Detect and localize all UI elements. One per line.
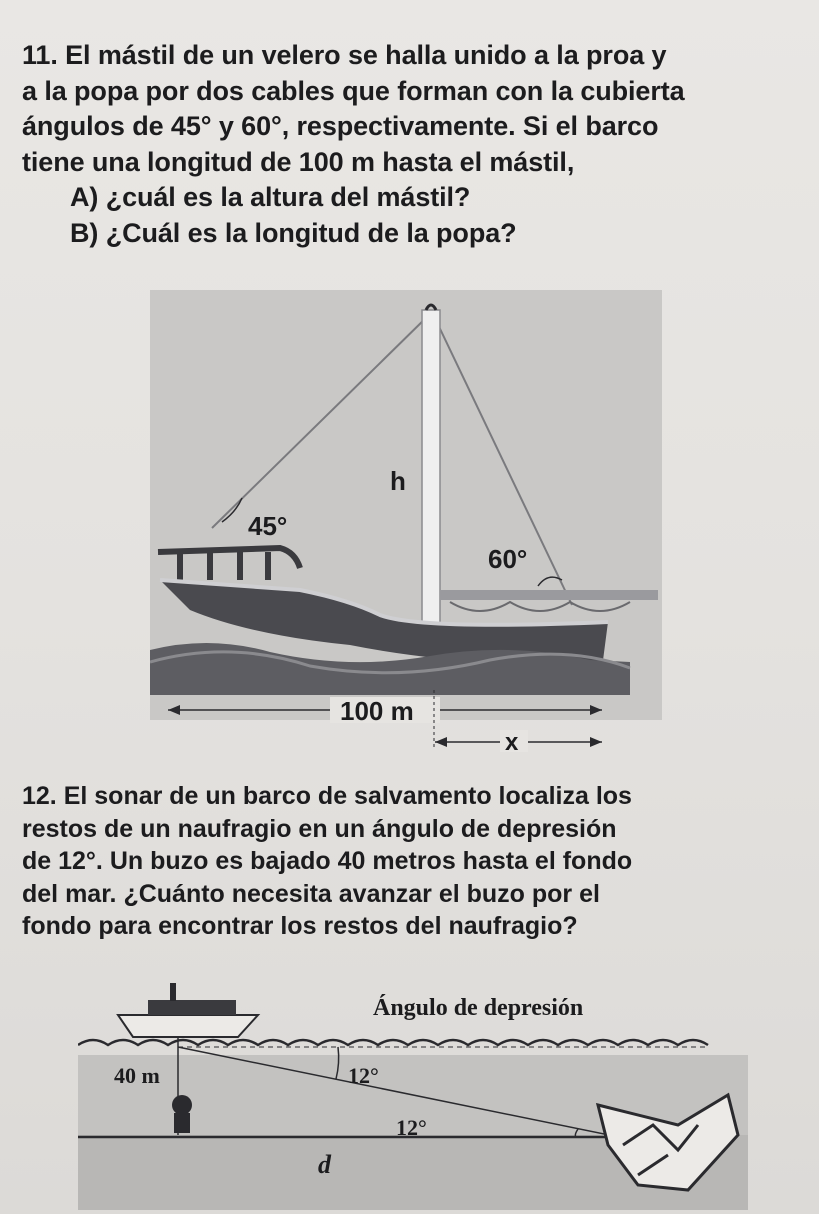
diver [172,1095,192,1115]
label-depression-angle: Ángulo de depresión [373,995,584,1021]
label-100m: 100 m [340,696,414,726]
problem-11-line-3: ángulos de 45° y 60°, respectivamente. Si el barco [22,111,659,141]
sonar-figure [78,975,748,1210]
label-d: d [318,1150,331,1179]
problem-11-line-1: 11. El mástil de un velero se halla unido a la proa y [22,40,667,70]
label-x: x [505,729,519,756]
problem-12-text [22,780,812,943]
label-40m: 40 m [114,1063,160,1088]
problem-12-line-3: de 12°. Un buzo es bajado 40 metros hasta el fondo [22,847,633,875]
label-angle-12-top: 12° [348,1063,379,1088]
label-h: h [390,466,406,496]
problem-11-line-2: a la popa por dos cables que forman con la cubierta [22,75,685,106]
sailboat-figure [150,290,662,760]
label-angle-12-bottom: 12° [396,1115,427,1140]
problem-12-line-1: 12. El sonar de un barco de salvamento localiza los [22,782,632,810]
problem-12-line-4: del mar. ¿Cuánto necesita avanzar el buzo por el [22,879,600,908]
salvage-boat [118,1015,258,1037]
problem-12-line-5: fondo para encontrar los restos del naufragio? [22,912,578,940]
label-angle-60: 60° [488,544,528,574]
question-a: A) ¿cuál es la altura del mástil? [70,182,471,212]
mast [422,310,440,628]
problem-12-line-2: restos de un naufragio en un ángulo de depresión [22,814,617,843]
label-angle-45: 45° [248,511,288,541]
question-b: B) ¿Cuál es la longitud de la popa? [70,217,517,248]
boat-cabin [148,1000,236,1015]
problem-11-line-4: tiene una longitud de 100 m hasta el mástil, [22,146,575,177]
sea-surface [78,1040,708,1045]
problem-11-text [22,38,812,251]
stern-deck [440,590,658,600]
